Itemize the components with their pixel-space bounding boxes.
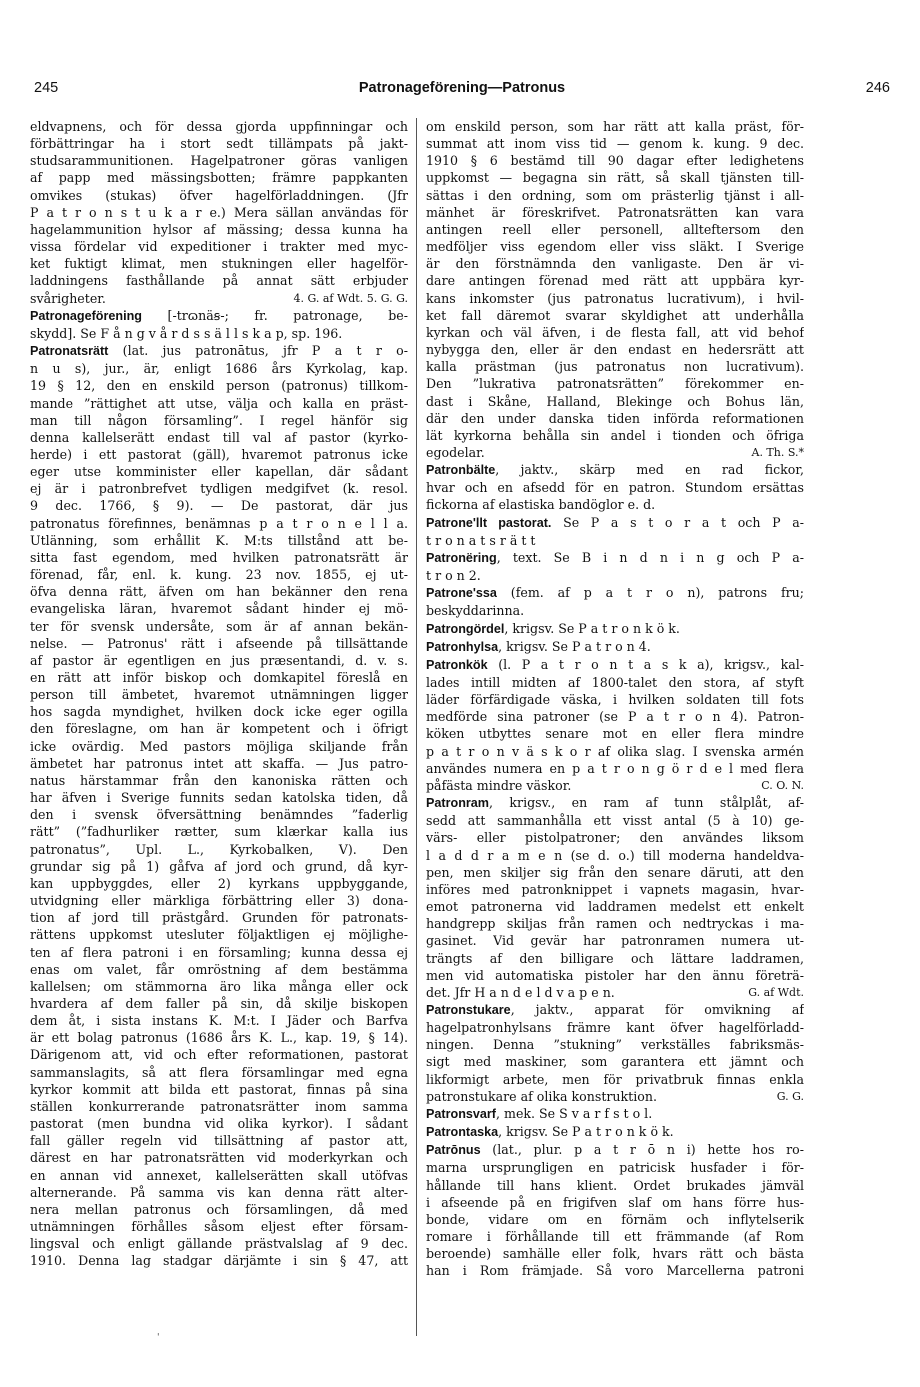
text-line [426,324,804,341]
text-line [426,1071,804,1088]
line-text: nelse. — Patronus' rätt i afseende på tillsättande [30,635,408,651]
text-line [30,255,408,272]
line-text: person till ämbetet, hvaremot utnämningen ligger [30,687,408,703]
line-text: n u s), jur., är, enligt 1686 års Kyrkolag, kap. [30,361,408,377]
line-text: patronstukare af olika konstruktion. [426,1088,657,1104]
text-line [426,1211,804,1228]
text-line [30,429,408,446]
line-text: antingen reell eller personell, allteftersom den [426,221,804,237]
line-text: därest en har patronatsrätten vid moderkyrkan och [30,1150,408,1166]
line-text: icke ovärdig. Med pastors möjliga skiljande från [30,738,408,754]
line-text: det. Jfr H a n d e l d v a p e n. [426,984,615,1000]
line-text: sitta fast egendom, med hvilken patronatsrätt är [30,549,408,565]
text-line [426,496,804,513]
text-line [30,549,408,566]
line-text: i afseende på en frigifven slaf om hans förre hus- [426,1194,804,1210]
text-line [426,187,804,204]
text-line [30,686,408,703]
text-line [30,497,408,514]
line-text: användes numera en p a t r o n g ö r d e l med flera [426,760,804,776]
line-text: beroende) samhälle eller folk, hvars rätt och bästa [426,1246,804,1262]
line-text: (fem. af p a t r o n), patrons fru; [496,585,804,601]
text-line [426,1141,804,1159]
text-line [426,881,804,898]
text-line [30,652,408,669]
line-text: köken utbyttes senare mot en eller flera mindre [426,726,804,742]
text-line [426,1088,804,1105]
entry-headword: Patrone'llt pastorat. [426,515,552,530]
line-text: kyrkan och väl äfven, i de flesta fall, att vid behof [426,324,804,340]
line-text: herde) i ett pastorat (gäll), hvaremot patronus icke [30,446,408,462]
line-text: den föreslagne, om han är kompetent och i öfrigt [30,721,408,737]
text-line [30,221,408,238]
text-line [30,806,408,823]
text-line [426,602,804,619]
text-line [426,708,804,725]
line-text: kallelsen; om stämmorna äro lika många eller ock [30,978,408,994]
column-divider [416,118,417,1336]
line-text: af pastor är egentligen en jus præsentandi, d. v. s. [30,652,408,668]
text-line [30,360,408,377]
line-text: 19 § 12, den en enskild person (patronus) tillkom- [30,378,408,394]
line-text: grundar sig på 1) gåfva af jord och grund, då kyr- [30,858,408,874]
line-text: af papp med mässingsbotten; främre pappkanten [30,170,408,186]
line-text: studsarammunitionen. Hagelpatroner göras vanligen [30,153,408,169]
text-line [30,566,408,583]
text-line [30,635,408,652]
author-signature: G. G. [776,1089,804,1103]
line-text: uppkomst — begagna sin rätt, så skall tjänsten till- [426,170,804,186]
text-line [426,777,804,794]
line-text: förenad, får, enl. k. kung. 23 nov. 1855, ej ut- [30,567,408,583]
line-text: ningen. Denna ”stukning” verkställes fabriksmäs- [426,1037,804,1053]
text-line [426,932,804,949]
line-text: lades intill midten af 1800-talet den stora, af styft [426,675,804,690]
text-line [30,1201,408,1218]
line-text: ket fuktigt klimat, men stukningen eller hagelför- [30,256,408,272]
line-text: förbättringar ha i stort sedt tillämpats på jakt- [30,136,408,152]
text-line [30,1029,408,1046]
text-line [30,909,408,926]
text-line [30,1184,408,1201]
line-text: fall gäller regeln vid tillsättning af pastor att, [30,1133,408,1149]
text-line [426,221,804,238]
line-text: införes med patronknippet i vapnets magasin, hvar- [426,881,804,897]
text-line [30,135,408,152]
text-line [30,1218,408,1235]
line-text: mänhet är föreskrifvet. Patronatsrätten kan vara [426,204,804,220]
line-text: påfästa mindre väskor. [426,777,572,793]
line-text: , jaktv., apparat för omvikning af [510,1001,804,1017]
line-text: omvikes (stukas) öfver hagelförladdningen. (Jfr [30,187,408,203]
text-line [30,1115,408,1132]
text-line [30,204,408,221]
text-line [426,307,804,324]
line-text: lät kyrkorna behålla sin andel i tionden och öfriga [426,427,804,443]
text-line [30,1046,408,1063]
entry-headword: Patrontaska [426,1125,499,1140]
text-line [30,995,408,1012]
page-number-right: 246 [865,80,890,96]
author-signature: 4. G. af Wdt. 5. G. G. [293,291,408,305]
line-text: svårigheter. [30,290,106,306]
line-text: är ett bolag patronus (1686 års K. L., kap. 19, § 14). [30,1030,408,1046]
line-text: beskyddarinna. [426,603,525,619]
line-text: dem åt, i sista instans K. M:t. I Jäder och Barfva [30,1013,408,1029]
text-line [30,858,408,875]
line-text: 1910 § 6 bestämd till 90 dagar efter ledighetens [426,153,804,169]
text-line [426,984,804,1001]
line-text: 9 dec. 1766, § 9). — De pastorat, där jus [30,498,408,514]
line-text: tion af jord till prästgård. Grunden för patronats- [30,910,408,926]
text-line [30,1081,408,1098]
line-text: ter för svensk undersåte, som är af annan bekän- [30,618,408,634]
line-text: Utlänning, som erhållit K. M:ts tillstånd att be- [30,532,408,548]
text-line [426,1053,804,1070]
entry-headword: Patrone'ssa [426,586,497,601]
text-line [426,950,804,967]
text-line [30,290,408,307]
text-line [30,325,408,342]
text-line [30,1252,408,1269]
text-line [30,342,408,360]
line-text: utnämningen förhålles såsom eljest efter försam- [30,1219,408,1234]
left-column [30,118,408,1269]
text-line [426,118,804,135]
text-line [426,238,804,255]
entry-headword: Patronëring [426,550,497,565]
text-line [30,412,408,429]
text-line [426,725,804,742]
text-line [30,738,408,755]
entry-headword: Patronatsrätt [30,344,109,359]
line-text: sättas i den ordning, som om prästerlig tjänst i all- [426,187,804,203]
line-text: evangeliska läran, hvaremot sådant hinder ej mö- [30,601,408,617]
line-text: rätt” (”fadhurliker rætter, sum klærkar kalla ius [30,824,408,840]
text-line [426,1262,804,1279]
line-text: patronatus förefinnes, benämnas p a t r o n e l l a. [30,515,408,531]
stray-mark: ' [157,1333,160,1343]
line-text: han i Rom främjade. Så voro Marcellerna patroni [426,1263,804,1279]
line-text: eldvapnens, och för dessa gjorda uppfinningar och [30,119,408,134]
text-line [30,926,408,943]
line-text: pen, men skiljer sig från den senare däruti, att den [426,864,804,880]
entry-headword: Patronkök [426,657,488,672]
text-line [30,1167,408,1184]
text-line [426,760,804,777]
author-signature: A. Th. S.* [751,445,804,459]
line-text: är den förstnämnda den vanligaste. Den är vi- [426,256,804,272]
line-text: l a d d r a m e n (se d. o.) till moderna handeldva- [426,847,804,863]
text-line [426,255,804,272]
text-line [30,395,408,412]
text-line [426,638,804,656]
line-text: , jaktv., skärp med en rad fickor, [495,462,804,478]
entry-headword: Patronageförening [30,308,142,323]
text-line [426,829,804,846]
line-text: enas om valet, får omröstning af dem bestämma [30,961,408,977]
line-text: nera mellan patronus och församlingen, då med [30,1201,408,1217]
text-line [30,789,408,806]
line-text: vissa fördelar vid expeditioner i trakter med myc- [30,239,408,255]
text-line [30,515,408,532]
text-line [426,549,804,567]
text-line [426,1159,804,1176]
text-line [426,135,804,152]
text-line [426,341,804,358]
text-line [30,944,408,961]
text-line [30,1098,408,1115]
text-line [30,703,408,720]
entry-headword: Patronsvarf [426,1106,496,1121]
text-line [426,1194,804,1211]
entry-headword: Patronbälte [426,463,496,478]
text-line [30,480,408,497]
line-text: där den under danska tiden införda reformationen [426,410,804,426]
text-line [426,1019,804,1036]
text-line [426,674,804,691]
text-line [30,669,408,686]
text-line [30,1132,408,1149]
line-text: handgrepp skiljas från ramen och nedtryckas i ma- [426,916,804,932]
text-line [426,847,804,864]
line-text: natus härstammar från den kanoniska rätten och [30,772,408,788]
line-text: en annan vid annexet, kallelserätten skall utöfvas [30,1167,408,1183]
line-text: p a t r o n v ä s k o r af olika slag. I svenska armén [426,743,804,759]
line-text: trängts af den billigare och lättare laddramen, [426,950,804,966]
line-text: (lat., plur. p a t r ō n i) hette hos ro- [480,1142,804,1158]
line-text: men vid automatiska pistoler har den ännu företrä- [426,967,804,983]
line-text: , krigsv. Se P a t r o n k ö k. [504,620,680,636]
author-signature: C. O. N. [761,778,804,792]
text-line [30,169,408,186]
line-text: patronatus”, Upl. L., Kyrkobalken, V). Den [30,841,408,857]
line-text: pastorat (men bundna vid olika kyrkor). I sådant [30,1116,408,1132]
line-text: den i svensk öfversättning benämndes ”faderlig [30,807,408,823]
text-line [426,1105,804,1123]
line-text: ställen konkurrerande patronatsrätter inom samma [30,1098,408,1114]
line-text: medföljer viss egendom eller viss släkt. I Sverige [426,239,804,255]
line-text: lingsval och enligt gällande prästvalslag af 9 dec. [30,1236,408,1252]
line-text: skydd]. Se F å n g v å r d s s ä l l s k a p, sp. 196. [30,325,343,341]
line-text: medförde sina patroner (se P a t r o n 4). Patron- [426,709,804,725]
line-text: sedd att sammanhålla ett visst antal (5 à 10) ge- [426,813,804,829]
line-text: sigt med maskiner, som garantera ett jämnt och [426,1054,804,1070]
line-text: , krigsv. Se P a t r o n k ö k. [498,1124,674,1140]
line-text: 1910. Denna lag stadgar därjämte i sin § 47, att [30,1253,408,1269]
line-text: , krigsv. Se P a t r o n 4. [498,638,651,654]
text-line [426,272,804,289]
text-line [30,892,408,909]
text-line [426,794,804,812]
line-text: dast i Skåne, Halland, Blekinge och Bohus län, [426,393,804,409]
line-text: man till någon församling”. I regel hänför sig [30,412,408,428]
line-text: , text. Se B i n d n i n g och P a- [496,549,804,565]
text-line [426,1001,804,1019]
text-line [30,1064,408,1081]
text-line [426,152,804,169]
text-line [30,583,408,600]
line-text: öfva denna rätt, äfven om han bekänner den rena [30,584,408,600]
text-line [426,864,804,881]
line-text: eger utse komminister eller kapellan, där sådant [30,464,408,480]
entry-headword: Patronstukare [426,1002,511,1017]
line-text: mande ”rättighet att utse, välja och kalla en präst- [30,395,408,411]
line-text: gasinet. Vid gevär har patronramen numera ut- [426,933,804,949]
text-line [30,978,408,995]
text-line [30,961,408,978]
text-line [426,656,804,674]
line-text: (lat. jus patronātus, jfr P a t r o- [108,343,408,359]
line-text: hagelpatronhylsans främre kant öfver hagelförladd- [426,1020,804,1036]
entry-headword: Patronram [426,796,489,811]
text-line [426,1245,804,1262]
text-line [30,1012,408,1029]
text-line [426,915,804,932]
text-line [426,691,804,708]
line-text: likformigt arbete, men för privatbruk finnas enkla [426,1071,804,1087]
line-text: fickorna af elastiska bandöglor e. d. [426,497,656,513]
text-line [426,967,804,984]
text-line [426,743,804,760]
text-line [426,514,804,532]
text-line [30,1149,408,1166]
text-line [30,755,408,772]
line-text: hos sagda myndighet, hvilken dock icke eger ogilla [30,704,408,720]
line-text: egodelar. [426,444,485,460]
text-line [426,532,804,549]
author-signature: G. af Wdt. [748,985,804,999]
text-line [426,1177,804,1194]
line-text: kan uppbyggdes, eller 2) kyrkans uppbyggande, [30,875,408,891]
text-line [426,375,804,392]
text-line [426,479,804,496]
line-text: ten af flera patroni i en församling; kunna dessa ej [30,944,408,960]
line-text: Den ”lukrativa patronatsrätten” förekommer en- [426,376,804,392]
text-line [426,812,804,829]
text-line [30,1235,408,1252]
line-text: kyrkor kommit att bilda ett pastorat, finnas på sina [30,1081,408,1097]
text-line [30,377,408,394]
text-line [30,618,408,635]
line-text: hvardera af dem faller på sin, då skilje biskopen [30,995,408,1011]
text-line [426,461,804,479]
text-line [426,290,804,307]
text-line [426,410,804,427]
line-text: t r o n 2. [426,568,481,584]
line-text: dare antingen förenad med rätt att uppbära kyr- [426,273,804,289]
text-line [30,118,408,135]
text-line [426,1228,804,1245]
page-title: Patronageförening—Patronus [358,80,566,96]
text-line [30,823,408,840]
line-text: utvidgning eller märkliga förbättring eller 3) dona- [30,893,408,909]
line-text: [-trɷnäꞩ-; fr. patronage, be- [141,307,408,323]
text-line [30,307,408,325]
line-text: , mek. Se S v a r f s t o l. [496,1105,653,1121]
line-text: hållande till hans klient. Ordet brukades jämväl [426,1177,804,1193]
line-text: har äfven i Sverige funnits sedan katolska tiden, då [30,790,408,806]
text-line [30,772,408,789]
line-text: kalla prästman (jus patronatus non lucrativum). [426,359,804,375]
text-line [30,720,408,737]
text-line [426,1036,804,1053]
line-text: Se P a s t o r a t och P a- [551,514,804,530]
line-text: denna kallelserätt endast till val af pastor (kyrko- [30,429,408,445]
line-text: läder förfärdigade väska, i hvilken soldaten till fots [426,692,804,708]
line-text: P a t r o n s t u k a r e.) Mera sällan användas för [30,204,408,220]
line-text: hvar och en afsedd för en patron. Stundom ersättas [426,480,804,496]
text-line [30,446,408,463]
text-line [426,169,804,186]
entry-headword: Patrōnus [426,1143,481,1158]
line-text: ket fall däremot svarar skyldighet att underhålla [426,307,804,323]
right-column [426,118,804,1279]
text-line [30,841,408,858]
line-text: hagelammunition hylsor af mässing; dessa kunna ha [30,221,408,237]
text-line [30,532,408,549]
text-line [426,620,804,638]
line-text: en rätt att inför biskop och domkapitel föreslå en [30,670,408,685]
line-text: (l. P a t r o n t a s k a), krigsv., kal- [487,656,804,672]
page-number-left: 245 [34,80,59,96]
entry-headword: Patronhylsa [426,639,499,654]
text-line [426,444,804,461]
line-text: bonde, vidare om en förnäm och inflytelserik [426,1211,804,1227]
entry-headword: Patrongördel [426,621,505,636]
line-text: romare i förhållande till ett främmande (af Rom [426,1229,804,1244]
line-text: , krigsv., en ram af tunn stålplåt, af- [489,795,804,811]
line-text: t r o n a t s r ä t t [426,532,536,548]
text-line [426,427,804,444]
text-line [30,238,408,255]
text-line [426,567,804,584]
text-line [30,152,408,169]
text-line [426,1123,804,1141]
line-text: sammanslagits, så att flera församlingar med egna [30,1064,408,1080]
text-line [426,358,804,375]
text-line [426,584,804,602]
line-text: marna ursprungligen en patricisk husfader i för- [426,1160,804,1176]
running-head [34,80,890,102]
line-text: emot patronerna vid laddramen medelst ett enkelt [426,899,804,915]
line-text: om enskild person, som har rätt att kalla präst, för- [426,119,804,134]
line-text: ej är i patronbrefvet tydligen medgifvet (k. resol. [30,481,408,497]
text-line [30,463,408,480]
line-text: summat att inom viss tid — genom k. kung. 9 dec. [426,136,804,152]
text-line [30,600,408,617]
text-line [426,393,804,410]
text-line [426,898,804,915]
line-text: ämbetet har patronus intet att skaffa. — Jus patro- [30,755,408,771]
line-text: kans inkomster (jus patronatus lucrativum), i hvil- [426,290,804,306]
text-line [30,875,408,892]
text-line [30,187,408,204]
text-line [426,204,804,221]
line-text: rättens uppkomst utesluter följaktligen ej möjlighe- [30,927,408,943]
line-text: värs- eller pistolpatroner; den användes liksom [426,830,804,846]
line-text: Därigenom att, vid och efter reformationen, pastorat [30,1047,408,1063]
line-text: alternerande. På samma vis kan denna rätt alter- [30,1184,408,1200]
line-text: nybygga den, eller är den endast en hedersrätt att [426,342,804,358]
text-line [30,272,408,289]
line-text: laddningens fasthållande på annat sätt erbjuder [30,273,408,289]
